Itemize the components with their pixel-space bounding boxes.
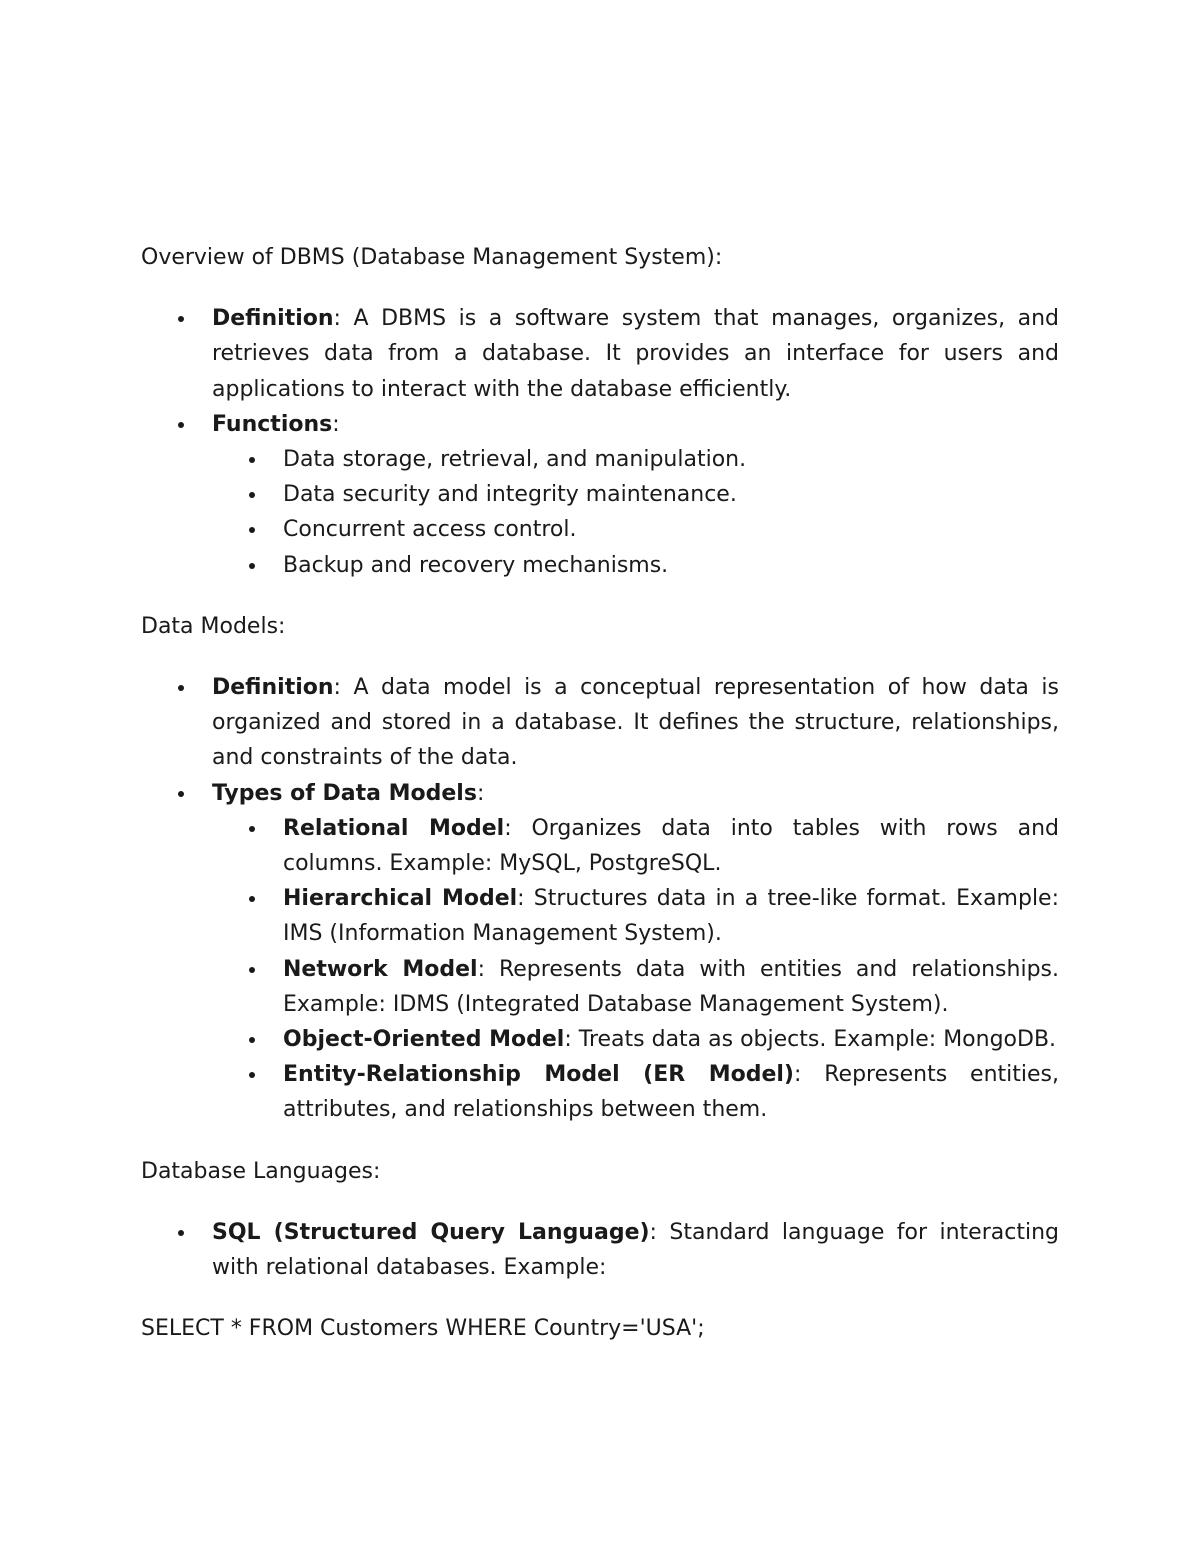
list-item-network-model: [283, 952, 1059, 1022]
document-page: [141, 240, 1059, 1346]
heading-data-models: Data Models:: [141, 613, 286, 639]
functions-sublist: [212, 442, 1059, 583]
list-item-relational-model: [283, 811, 1059, 881]
network-model-text: : Represents data with entities and relationships. Example: IDMS (Integrated Database Management System).: [283, 956, 1059, 1017]
functions-colon: :: [332, 411, 340, 437]
list-item-definition: [212, 301, 1059, 407]
hierarchical-model-text: : Structures data in a tree-like format. Example: IMS (Information Management System).: [283, 886, 1060, 947]
term-definition: Definition: [212, 675, 334, 701]
list-item: Concurrent access control.: [283, 512, 1059, 547]
sql-example-code: SELECT * FROM Customers WHERE Country='USA';: [141, 1316, 705, 1342]
list-item: Data security and integrity maintenance.: [283, 477, 1059, 512]
sql-text: : Standard language for interacting with relational databases. Example:: [212, 1219, 1059, 1281]
list-item-functions: [212, 407, 1059, 583]
list-item-sql: [212, 1215, 1059, 1285]
heading-database-languages: Database Languages:: [141, 1158, 381, 1184]
list-item-object-oriented-model: [283, 1022, 1059, 1057]
term-relational-model: Relational Model: [283, 815, 505, 841]
term-types-of-data-models: Types of Data Models: [212, 780, 477, 806]
list-item: Data storage, retrieval, and manipulation.: [283, 442, 1059, 477]
term-sql: SQL (Structured Query Language): [212, 1219, 650, 1245]
dbms-overview-list: [141, 301, 1059, 583]
list-item: Backup and recovery mechanisms.: [283, 548, 1059, 583]
definition-text: : A DBMS is a software system that manages, organizes, and retrieves data from a database. It provides an interface for users and applications to interact with the database efficiently.: [212, 306, 1059, 402]
list-item-hierarchical-model: [283, 881, 1059, 951]
types-colon: :: [476, 780, 485, 806]
term-object-oriented-model: Object-Oriented Model: [283, 1027, 565, 1053]
term-network-model: Network Model: [283, 956, 478, 982]
term-hierarchical-model: Hierarchical Model: [283, 886, 518, 912]
list-item-er-model: [283, 1057, 1059, 1127]
term-er-model: Entity-Relationship Model (ER Model): [283, 1062, 794, 1088]
relational-model-text: : Organizes data into tables with rows and columns. Example: MySQL, PostgreSQL.: [283, 815, 1059, 877]
data-model-types-sublist: [212, 811, 1059, 1128]
heading-dbms-overview: Overview of DBMS (Database Management System):: [141, 245, 723, 270]
object-oriented-model-text: : Treats data as objects. Example: MongoDB.: [564, 1027, 1057, 1053]
definition-text: : A data model is a conceptual representation of how data is organized and stored in a database. It defines the structure, relationships, and constraints of the data.: [212, 675, 1059, 771]
er-model-text: : Represents entities, attributes, and relationships between them.: [283, 1062, 1059, 1123]
list-item-data-model-definition: [212, 670, 1059, 776]
term-definition: Definition: [212, 306, 334, 332]
database-languages-list: [141, 1215, 1059, 1285]
term-functions: Functions: [212, 411, 333, 437]
list-item-types-of-data-models: [212, 776, 1059, 1128]
data-models-list: [141, 670, 1059, 1128]
